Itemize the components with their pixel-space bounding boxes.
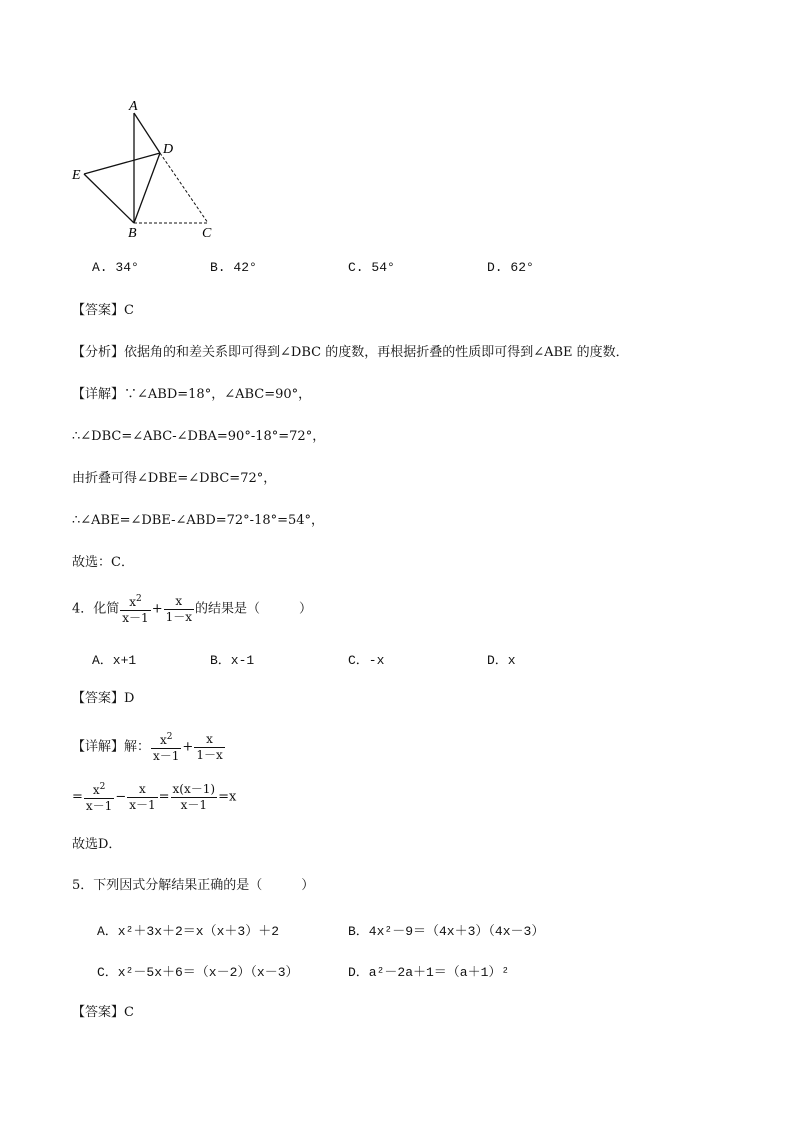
q4-frac1-den: x－1 — [122, 611, 149, 625]
q5-option-a: A．x²＋3x＋2＝x（x＋3）＋2 — [97, 924, 280, 939]
q4-minus: − — [115, 789, 127, 805]
q4-line2-f3-den: x－1 — [180, 797, 207, 812]
q4-frac2-den: 1－x — [165, 609, 192, 624]
q4-eq-2: = — [158, 789, 170, 805]
point-label-c: C — [202, 226, 212, 241]
q4-detail-frac1-num: x — [159, 733, 167, 747]
q4-detail-frac1-sup: 2 — [166, 732, 173, 742]
q4-line2-f3-num: x(x－1) — [172, 781, 216, 796]
q3-analysis: 【分析】依据角的和差关系即可得到∠DBC 的度数，再根据折叠的性质即可得到∠ABE 的度数． — [72, 345, 629, 360]
q4-fraction-1 — [120, 592, 150, 626]
segment-db — [134, 153, 160, 223]
q4-frac1-num: x — [129, 595, 136, 609]
q3-option-b: B. 42° — [210, 260, 257, 275]
q5-option-d: D．a²－2a＋1＝（a＋1）² — [348, 965, 510, 980]
q5-option-b: B．4x²－9＝（4x＋3）（4x－3） — [348, 924, 545, 939]
q4-line2-fraction-3 — [171, 782, 218, 813]
q4-detail-frac1-den: x－1 — [153, 749, 180, 763]
segment-ad — [134, 113, 160, 153]
q4-plus: + — [151, 601, 163, 617]
q3-detail-line-4: ∴∠ABE=∠DBE-∠ABD=72°-18°=54°， — [72, 513, 325, 528]
segment-dc-dashed — [160, 153, 208, 223]
q4-stem-suffix: 的结果是（ ） — [195, 601, 313, 617]
geometry-figure — [60, 95, 230, 250]
q4-detail-prefix: 【详解】解： — [72, 739, 151, 755]
q4-line2-fraction-1 — [84, 780, 114, 814]
q3-detail-line-1: 【详解】∵∠ABD=18°，∠ABC=90°， — [72, 387, 312, 402]
q4-detail-line-2 — [72, 780, 236, 814]
q4-frac1-sup: 2 — [136, 594, 142, 604]
q4-fraction-2 — [164, 594, 194, 625]
q4-detail-plus: + — [182, 739, 194, 755]
point-label-a: A — [129, 99, 138, 114]
q4-line2-f1-num: x — [92, 783, 100, 797]
point-label-b: B — [128, 226, 137, 241]
q3-detail-line-3: 由折叠可得∠DBE=∠DBC=72°， — [72, 471, 277, 486]
q4-detail-frac2-den: 1－x — [196, 747, 223, 762]
point-label-e: E — [72, 168, 81, 183]
point-label-d: D — [163, 142, 174, 157]
q5-stem: 5．下列因式分解结果正确的是（ ） — [72, 878, 315, 893]
segment-eb — [84, 174, 134, 223]
q4-detail-fraction-1 — [151, 730, 181, 764]
q4-frac2-num: x — [164, 594, 194, 610]
q4-stem — [72, 592, 312, 626]
q3-option-d: D. 62° — [487, 260, 534, 275]
q4-result: x — [228, 789, 237, 805]
segment-ed — [84, 153, 160, 174]
q4-line2-fraction-2 — [127, 782, 157, 813]
q3-option-a: A. 34° — [92, 260, 139, 275]
q4-option-d: D．x — [487, 653, 516, 668]
q4-option-c: C．-x — [348, 653, 385, 668]
q3-answer: 【答案】C — [72, 303, 134, 318]
q3-conclusion: 故选：C． — [72, 555, 134, 570]
q4-answer: 【答案】D — [72, 691, 135, 706]
q4-option-b: B．x-1 — [210, 653, 255, 668]
q4-option-a: A．x+1 — [92, 653, 137, 668]
q3-option-c: C. 54° — [348, 260, 395, 275]
q4-detail-line-1 — [72, 730, 226, 764]
q4-eq-1: = — [72, 789, 83, 805]
q4-detail-fraction-2 — [194, 732, 224, 763]
q4-eq-3: = — [218, 789, 229, 805]
q4-line2-f1-sup: 2 — [99, 782, 106, 792]
q4-line2-f2-num: x — [127, 782, 157, 798]
q3-detail-line-2: ∴∠DBC=∠ABC-∠DBA=90°-18°=72°， — [72, 429, 326, 444]
q4-stem-prefix: 4．化简 — [72, 601, 120, 617]
triangle-fold-diagram — [60, 95, 230, 250]
q4-conclusion: 故选D． — [72, 837, 122, 852]
q4-line2-f2-den: x－1 — [129, 797, 156, 812]
q5-option-c: C．x²－5x＋6＝（x－2）（x－3） — [97, 965, 299, 980]
q4-line2-f1-den: x－1 — [85, 799, 113, 813]
q5-answer: 【答案】C — [72, 1005, 134, 1020]
q4-detail-frac2-num: x — [194, 732, 224, 748]
